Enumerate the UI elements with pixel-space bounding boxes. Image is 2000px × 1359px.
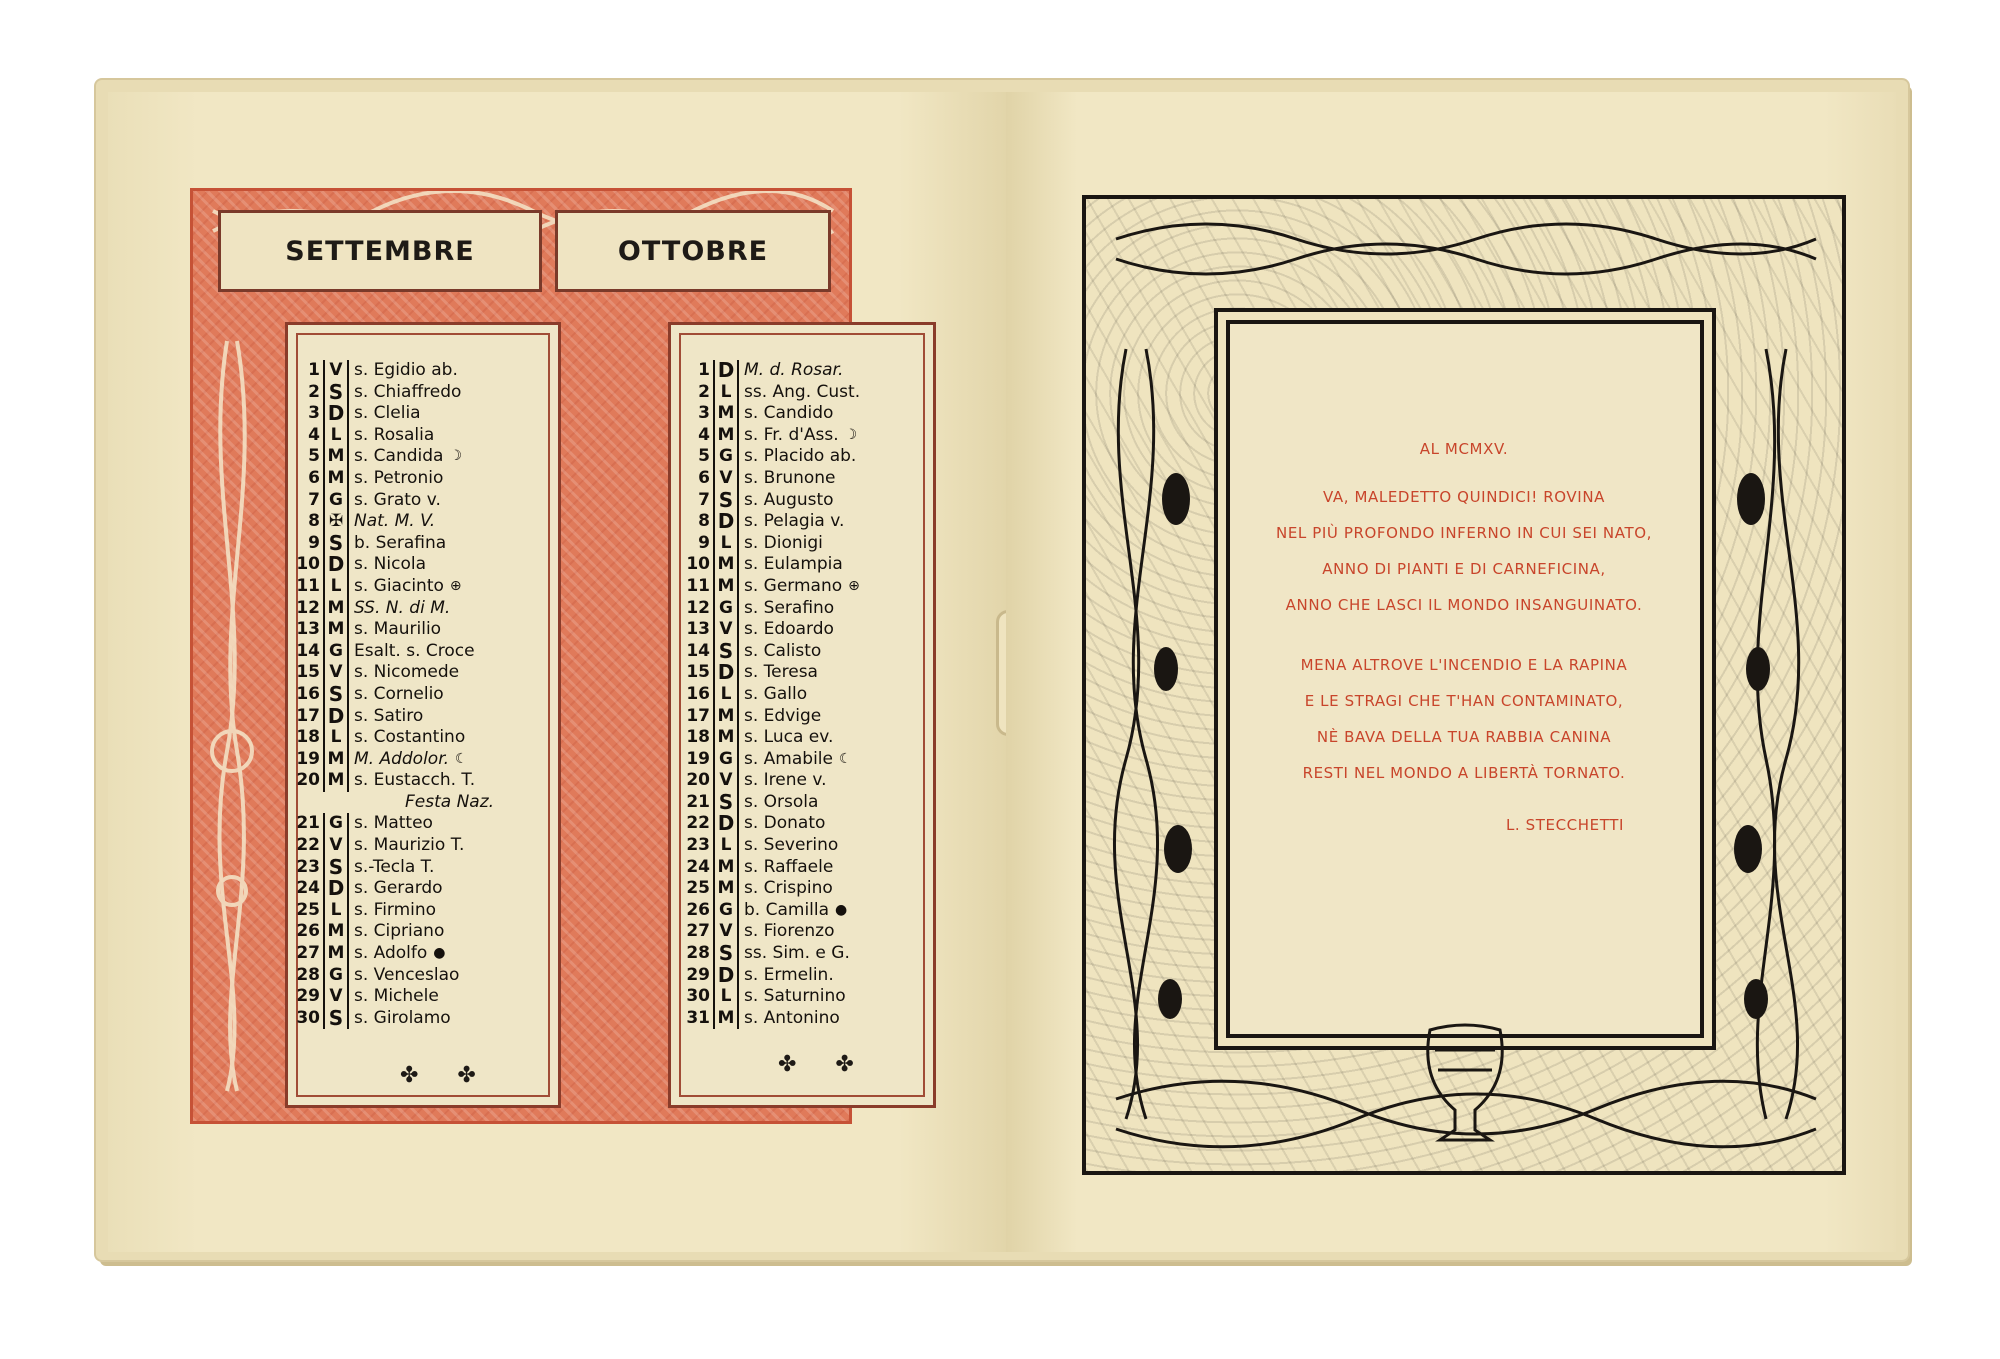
day-number: 8 bbox=[698, 511, 710, 532]
saint-name: s. Rosalia bbox=[354, 424, 435, 445]
day-number: 4 bbox=[698, 424, 710, 445]
calendar-day-row bbox=[286, 813, 494, 835]
calendar-day-row bbox=[676, 487, 860, 512]
saint-name: s. Egidio ab. bbox=[354, 360, 458, 380]
saint-name: s. Dionigi bbox=[744, 532, 823, 553]
weekday-letter: G bbox=[713, 598, 739, 620]
saint-name: s. Chiaffredo bbox=[354, 381, 462, 402]
saint-name: s. Donato bbox=[744, 813, 826, 834]
calendar-day-row bbox=[286, 943, 494, 965]
calendar-day-row bbox=[676, 749, 860, 771]
weekday-letter: V bbox=[713, 619, 739, 641]
poem-line: MENA ALTROVE L'INCENDIO E LA RAPINA bbox=[1300, 656, 1628, 674]
day-number: 24 bbox=[686, 856, 710, 877]
saint-name: s. Costantino bbox=[354, 727, 466, 748]
saint-name: s. Nicomede bbox=[354, 662, 460, 683]
saint-name: s. Crispino bbox=[744, 878, 833, 899]
calendar-day-row bbox=[676, 425, 860, 447]
calendar-day-row bbox=[286, 854, 494, 879]
weekday-letter: G bbox=[323, 490, 349, 512]
weekday-letter: L bbox=[713, 533, 739, 555]
moon-phase-icon: ☽ bbox=[449, 448, 463, 465]
poem-text bbox=[1244, 440, 1684, 834]
day-number: 10 bbox=[296, 554, 320, 575]
weekday-letter: M bbox=[713, 878, 739, 900]
poem-title: AL MCMXV. bbox=[1419, 440, 1509, 458]
weekday-letter: M bbox=[713, 857, 739, 879]
moon-phase-icon: ⊕ bbox=[449, 577, 462, 594]
calendar-day-row bbox=[676, 770, 860, 792]
calendar-day-row bbox=[676, 921, 860, 943]
saint-name: ss. Ang. Cust. bbox=[744, 381, 861, 402]
weekday-letter: V bbox=[323, 986, 349, 1008]
weekday-letter: V bbox=[323, 662, 349, 684]
calendar-day-row bbox=[676, 727, 860, 749]
saint-name: s. Fr. d'Ass. bbox=[744, 424, 839, 445]
day-number: 28 bbox=[296, 964, 320, 985]
calendar-day-row bbox=[676, 962, 860, 987]
day-number: 26 bbox=[296, 921, 320, 942]
saint-name: s. Edoardo bbox=[744, 619, 834, 640]
day-number: 16 bbox=[296, 683, 320, 704]
day-number: 23 bbox=[296, 856, 320, 877]
calendar-day-row bbox=[286, 921, 494, 943]
calendar-day-row bbox=[676, 1008, 860, 1030]
saint-name: s. Gerardo bbox=[354, 878, 443, 899]
weekday-letter bbox=[323, 792, 345, 814]
day-number: 7 bbox=[698, 489, 710, 510]
weekday-letter: M bbox=[323, 921, 349, 943]
month-title-ottobre: OTTOBRE bbox=[555, 210, 831, 292]
weekday-letter: L bbox=[713, 382, 739, 404]
calendar-day-row bbox=[676, 900, 860, 922]
day-number: 27 bbox=[686, 921, 710, 942]
settembre-day-list bbox=[286, 360, 494, 1029]
weekday-letter: G bbox=[713, 900, 739, 922]
saint-name: s.-Tecla T. bbox=[354, 856, 435, 877]
calendar-day-row bbox=[286, 900, 494, 922]
saint-name: s. Petronio bbox=[354, 467, 444, 488]
weekday-letter: G bbox=[323, 641, 349, 663]
weekday-letter: S bbox=[713, 792, 739, 814]
weekday-letter: D bbox=[713, 813, 739, 835]
weekday-letter: M bbox=[713, 425, 739, 447]
settembre-fleuron: ✤ ✤ bbox=[400, 1063, 492, 1088]
weekday-letter: S bbox=[713, 943, 739, 965]
weekday-letter: V bbox=[323, 360, 349, 382]
day-number: 17 bbox=[686, 705, 710, 726]
poem-line: ANNO CHE LASCI IL MONDO INSANGUINATO. bbox=[1285, 596, 1643, 614]
saint-name: s. Cipriano bbox=[354, 921, 445, 942]
saint-name: SS. N. di M. bbox=[354, 597, 451, 618]
day-number: 9 bbox=[698, 532, 710, 553]
weekday-letter: D bbox=[323, 706, 349, 728]
weekday-letter: M bbox=[713, 554, 739, 576]
calendar-day-row bbox=[286, 662, 494, 684]
saint-name: Nat. M. V. bbox=[354, 511, 436, 532]
saint-name: s. Gallo bbox=[744, 683, 808, 704]
calendar-day-row bbox=[676, 943, 860, 965]
calendar-day-row bbox=[286, 490, 494, 512]
weekday-letter: L bbox=[713, 986, 739, 1008]
saint-name: s. Pelagia v. bbox=[744, 511, 845, 532]
saint-name: b. Serafina bbox=[354, 532, 447, 553]
weekday-letter: L bbox=[713, 835, 739, 857]
saint-name: s. Firmino bbox=[354, 899, 437, 920]
saint-name: b. Camilla bbox=[744, 899, 830, 920]
day-number: 2 bbox=[308, 381, 320, 402]
day-number: 28 bbox=[686, 943, 710, 964]
saint-name: s. Saturnino bbox=[744, 986, 846, 1007]
moon-phase-icon: ☽ bbox=[844, 426, 858, 443]
day-number: 9 bbox=[308, 532, 320, 553]
weekday-letter: L bbox=[323, 576, 349, 598]
calendar-day-row bbox=[286, 360, 494, 382]
day-number: 14 bbox=[296, 640, 320, 661]
calendar-day-row bbox=[676, 813, 860, 835]
calendar-day-row bbox=[286, 1005, 494, 1030]
weekday-letter: M bbox=[713, 576, 739, 598]
weekday-letter: M bbox=[323, 598, 349, 620]
day-number: 12 bbox=[686, 597, 710, 618]
saint-name: M. d. Rosar. bbox=[744, 360, 844, 380]
weekday-letter: D bbox=[713, 965, 739, 987]
weekday-letter: G bbox=[323, 965, 349, 987]
weekday-letter: S bbox=[323, 382, 349, 404]
saint-name: s. Maurilio bbox=[354, 619, 442, 640]
day-number: 13 bbox=[686, 619, 710, 640]
calendar-day-row bbox=[286, 727, 494, 749]
calendar-day-row bbox=[286, 965, 494, 987]
calendar-day-row bbox=[286, 770, 494, 792]
day-number: 13 bbox=[296, 619, 320, 640]
weekday-letter: L bbox=[323, 727, 349, 749]
weekday-letter: M bbox=[713, 706, 739, 728]
calendar-day-row bbox=[286, 530, 494, 555]
weekday-letter: V bbox=[323, 835, 349, 857]
calendar-day-row bbox=[286, 425, 494, 447]
weekday-letter: M bbox=[323, 468, 349, 490]
weekday-letter: G bbox=[323, 813, 349, 835]
calendar-day-row bbox=[286, 511, 494, 533]
poem-author: L. STECCHETTI bbox=[1505, 816, 1624, 834]
day-number: 6 bbox=[308, 467, 320, 488]
weekday-letter: M bbox=[323, 943, 349, 965]
saint-name: ss. Sim. e G. bbox=[744, 943, 850, 964]
day-number: 2 bbox=[698, 381, 710, 402]
calendar-day-row bbox=[676, 533, 860, 555]
day-number: 19 bbox=[686, 748, 710, 769]
calendar-day-row bbox=[676, 706, 860, 728]
moon-phase-icon: ● bbox=[835, 901, 848, 918]
ottobre-day-list bbox=[676, 360, 860, 1029]
weekday-letter: S bbox=[713, 641, 739, 663]
day-number: 25 bbox=[296, 899, 320, 920]
calendar-day-row bbox=[676, 662, 860, 684]
day-number: 12 bbox=[296, 597, 320, 618]
day-number: 11 bbox=[686, 575, 710, 596]
day-number: 3 bbox=[698, 403, 710, 424]
weekday-letter: D bbox=[713, 511, 739, 533]
saint-name: s. Giacinto bbox=[354, 575, 444, 596]
weekday-letter: M bbox=[713, 1008, 739, 1030]
weekday-letter: S bbox=[713, 490, 739, 512]
calendar-day-row bbox=[286, 379, 494, 404]
day-number: 5 bbox=[698, 446, 710, 467]
calendar-day-row bbox=[676, 468, 860, 490]
calendar-day-row bbox=[286, 681, 494, 706]
calendar-day-row bbox=[676, 598, 860, 620]
saint-name: s. Luca ev. bbox=[744, 727, 834, 748]
calendar-day-row bbox=[286, 446, 494, 468]
saint-name: Festa Naz. bbox=[405, 791, 495, 812]
saint-name: s. Nicola bbox=[354, 554, 426, 575]
calendar-day-row bbox=[286, 403, 494, 425]
day-number: 15 bbox=[686, 662, 710, 683]
calendar-day-row bbox=[286, 576, 494, 598]
weekday-letter: L bbox=[713, 684, 739, 706]
saint-name: s. Adolfo bbox=[354, 943, 428, 964]
saint-name: s. Edvige bbox=[744, 705, 822, 726]
day-number: 11 bbox=[296, 575, 320, 596]
day-number: 26 bbox=[686, 899, 710, 920]
day-number: 5 bbox=[308, 446, 320, 467]
calendar-day-row bbox=[286, 792, 494, 814]
weekday-letter: S bbox=[323, 684, 349, 706]
calendar-day-row bbox=[286, 554, 494, 576]
day-number: 29 bbox=[296, 986, 320, 1007]
poem-line: E LE STRAGI CHE T'HAN CONTAMINATO, bbox=[1304, 692, 1624, 710]
calendar-day-row bbox=[286, 878, 494, 900]
calendar-day-row bbox=[676, 684, 860, 706]
calendar-day-row bbox=[286, 835, 494, 857]
weekday-letter: S bbox=[323, 1008, 349, 1030]
day-number: 10 bbox=[686, 554, 710, 575]
day-number: 21 bbox=[686, 791, 710, 812]
moon-phase-icon: ☾ bbox=[455, 750, 468, 767]
moon-phase-icon: ☾ bbox=[838, 750, 852, 767]
weekday-letter: L bbox=[323, 425, 349, 447]
saint-name: s. Ermelin. bbox=[744, 964, 834, 985]
day-number: 30 bbox=[686, 986, 710, 1007]
calendar-day-row bbox=[286, 619, 494, 641]
day-number: 20 bbox=[296, 770, 320, 791]
weekday-letter: D bbox=[323, 554, 349, 576]
saint-name: s. Eustacch. T. bbox=[354, 770, 476, 791]
weekday-letter: D bbox=[323, 878, 349, 900]
saint-name: s. Placido ab. bbox=[744, 446, 857, 467]
calendar-day-row bbox=[676, 789, 860, 814]
day-number: 21 bbox=[296, 813, 320, 834]
saint-name: s. Candida bbox=[354, 446, 444, 467]
calendar-day-row bbox=[676, 986, 860, 1008]
weekday-letter: D bbox=[713, 360, 739, 382]
day-number: 4 bbox=[308, 424, 320, 445]
day-number: 22 bbox=[296, 835, 320, 856]
saint-name: s. Grato v. bbox=[354, 489, 441, 510]
day-number: 17 bbox=[296, 705, 320, 726]
day-number: 24 bbox=[296, 878, 320, 899]
calendar-day-row bbox=[286, 986, 494, 1008]
urn-ornament bbox=[1420, 1010, 1510, 1160]
calendar-day-row bbox=[676, 576, 860, 598]
moon-phase-icon: ⊕ bbox=[848, 577, 860, 594]
saint-name: s. Candido bbox=[744, 403, 834, 424]
day-number: 1 bbox=[698, 360, 710, 380]
calendar-day-row bbox=[676, 638, 860, 663]
weekday-letter: M bbox=[323, 770, 349, 792]
weekday-letter: D bbox=[713, 662, 739, 684]
day-number: 18 bbox=[296, 727, 320, 748]
saint-name: s. Orsola bbox=[744, 791, 819, 812]
day-number: 15 bbox=[296, 662, 320, 683]
weekday-letter: V bbox=[713, 468, 739, 490]
calendar-day-row bbox=[676, 878, 860, 900]
weekday-letter: ✠ bbox=[323, 511, 349, 533]
saint-name: s. Venceslao bbox=[354, 964, 460, 985]
day-number: 14 bbox=[686, 640, 710, 661]
poem-line: NEL PIÙ PROFONDO INFERNO IN CUI SEI NATO, bbox=[1276, 524, 1652, 542]
saint-name: s. Germano bbox=[744, 575, 843, 596]
day-number: 30 bbox=[296, 1007, 320, 1028]
saint-name: s. Michele bbox=[354, 986, 439, 1007]
saint-name: s. Girolamo bbox=[354, 1007, 451, 1028]
weekday-letter: V bbox=[713, 921, 739, 943]
saint-name: s. Cornelio bbox=[354, 683, 444, 704]
saint-name: s. Amabile bbox=[744, 748, 833, 769]
saint-name: s. Irene v. bbox=[744, 770, 827, 791]
weekday-letter: M bbox=[713, 403, 739, 425]
month-title-settembre: SETTEMBRE bbox=[218, 210, 542, 292]
day-number: 19 bbox=[296, 748, 320, 769]
saint-name: s. Brunone bbox=[744, 467, 836, 488]
weekday-letter: D bbox=[323, 403, 349, 425]
poem-line: VA, MALEDETTO QUINDICI! ROVINA bbox=[1322, 488, 1606, 506]
calendar-day-row bbox=[286, 598, 494, 620]
day-number: 7 bbox=[308, 489, 320, 510]
saint-name: s. Maurizio T. bbox=[354, 835, 465, 856]
saint-name: Esalt. s. Croce bbox=[354, 640, 475, 661]
calendar-day-row bbox=[676, 835, 860, 857]
saint-name: s. Severino bbox=[744, 835, 839, 856]
weekday-letter: M bbox=[713, 727, 739, 749]
poem-line: ANNO DI PIANTI E DI CARNEFICINA, bbox=[1322, 560, 1606, 578]
weekday-letter: M bbox=[323, 446, 349, 468]
calendar-day-row bbox=[676, 857, 860, 879]
saint-name: s. Raffaele bbox=[744, 856, 834, 877]
calendar-day-row bbox=[286, 641, 494, 663]
day-number: 16 bbox=[686, 683, 710, 704]
calendar-day-row bbox=[286, 703, 494, 728]
saint-name: M. Addolor. bbox=[354, 748, 450, 769]
weekday-letter: L bbox=[323, 900, 349, 922]
calendar-day-row bbox=[676, 511, 860, 533]
weekday-letter: M bbox=[323, 749, 349, 771]
day-number: 18 bbox=[686, 727, 710, 748]
calendar-day-row bbox=[676, 554, 860, 576]
weekday-letter: S bbox=[323, 533, 349, 555]
weekday-letter: S bbox=[323, 857, 349, 879]
weekday-letter: V bbox=[713, 770, 739, 792]
day-number: 25 bbox=[686, 878, 710, 899]
saint-name: s. Teresa bbox=[744, 662, 818, 683]
weekday-letter: M bbox=[323, 619, 349, 641]
day-number: 6 bbox=[698, 467, 710, 488]
calendar-day-row bbox=[676, 446, 860, 468]
weekday-letter: G bbox=[713, 749, 739, 771]
day-number: 8 bbox=[308, 511, 320, 532]
saint-name: s. Augusto bbox=[744, 489, 834, 510]
calendar-day-row bbox=[676, 360, 860, 382]
saint-name: s. Calisto bbox=[744, 640, 822, 661]
saint-name: s. Antonino bbox=[744, 1007, 840, 1028]
calendar-day-row bbox=[286, 749, 494, 771]
day-number: 3 bbox=[308, 403, 320, 424]
saint-name: s. Fiorenzo bbox=[744, 921, 835, 942]
poem-line: NÈ BAVA DELLA TUA RABBIA CANINA bbox=[1316, 728, 1612, 746]
moon-phase-icon: ● bbox=[433, 945, 446, 962]
day-number: 27 bbox=[296, 943, 320, 964]
day-number: 1 bbox=[308, 360, 320, 380]
day-number: 20 bbox=[686, 770, 710, 791]
calendar-day-row bbox=[676, 619, 860, 641]
day-number: 23 bbox=[686, 835, 710, 856]
calendar-day-row bbox=[676, 403, 860, 425]
ottobre-fleuron: ✤ ✤ bbox=[778, 1052, 870, 1077]
poem-line: RESTI NEL MONDO A LIBERTÀ TORNATO. bbox=[1302, 764, 1626, 782]
saint-name: s. Serafino bbox=[744, 597, 835, 618]
day-number: 22 bbox=[686, 813, 710, 834]
saint-name: s. Clelia bbox=[354, 403, 421, 424]
weekday-letter: G bbox=[713, 446, 739, 468]
day-number: 29 bbox=[686, 964, 710, 985]
day-number: 31 bbox=[686, 1007, 710, 1028]
saint-name: s. Satiro bbox=[354, 705, 424, 726]
saint-name: s. Matteo bbox=[354, 813, 433, 834]
calendar-day-row bbox=[286, 468, 494, 490]
saint-name: s. Eulampia bbox=[744, 554, 843, 575]
calendar-day-row bbox=[676, 382, 860, 404]
